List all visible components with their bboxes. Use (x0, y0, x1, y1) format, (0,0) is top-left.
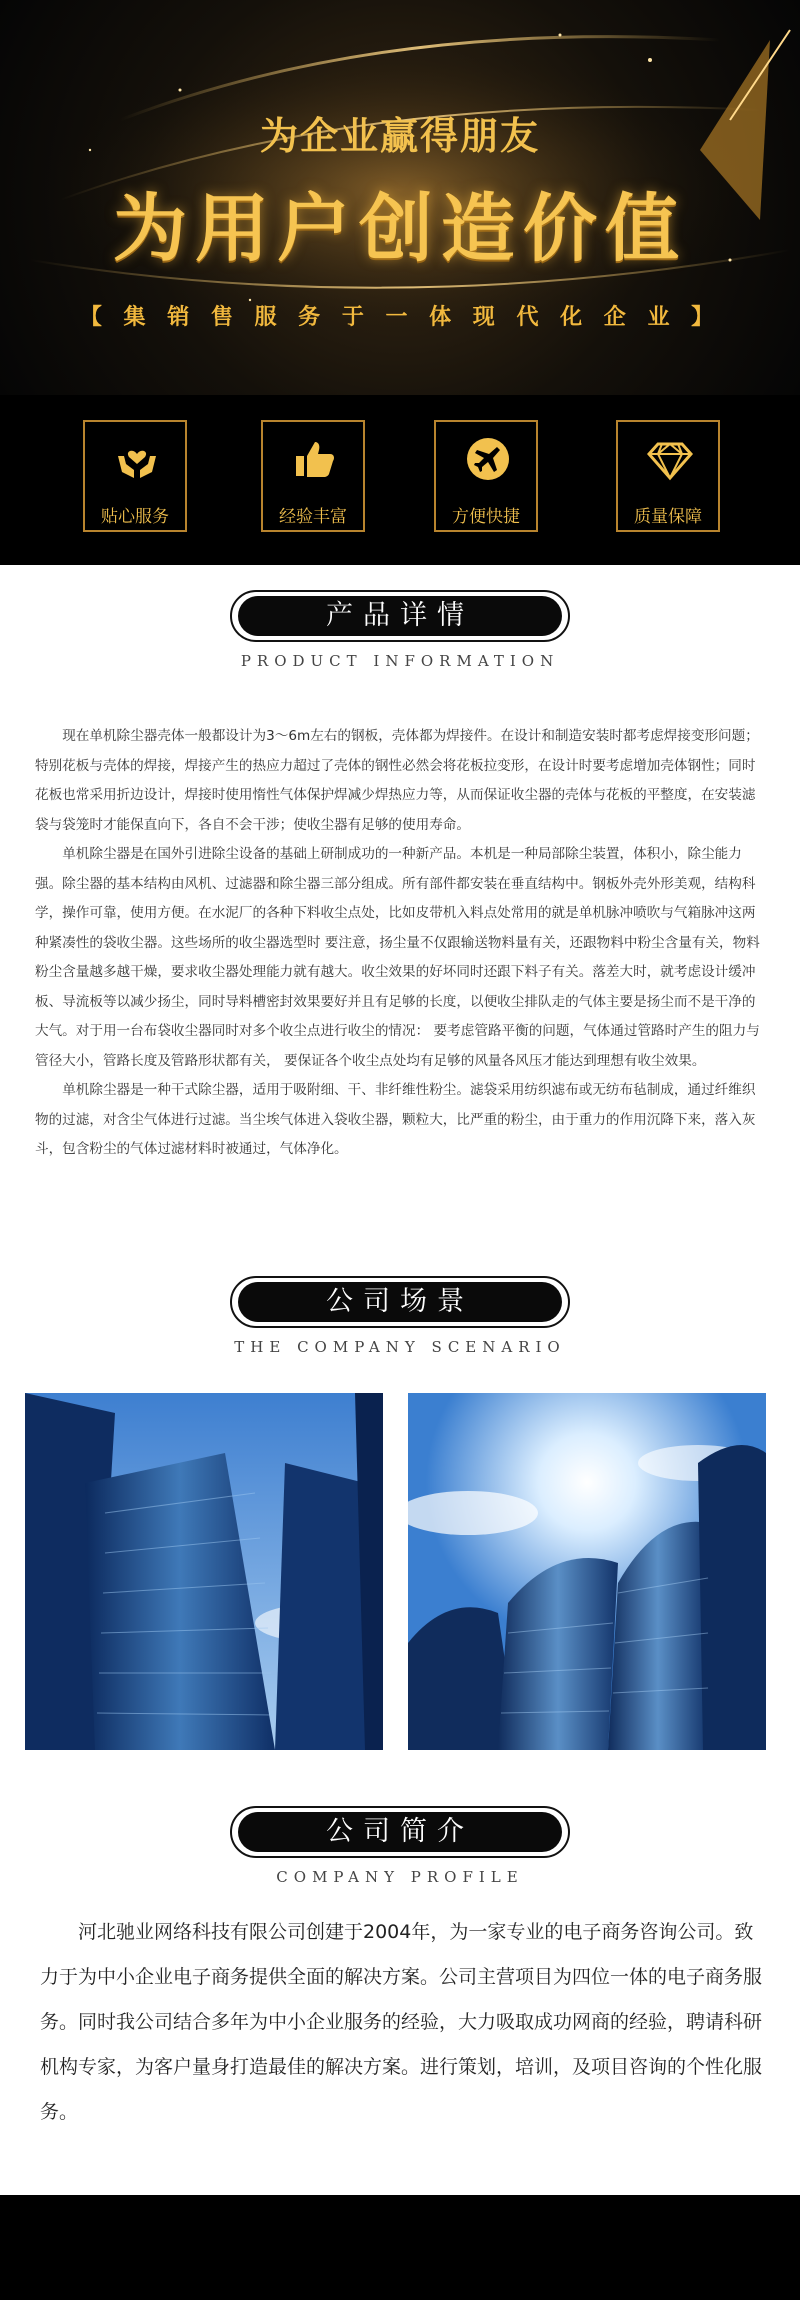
feature-label: 经验丰富 (279, 507, 347, 527)
feature-list (0, 420, 800, 540)
product-description (35, 722, 765, 1165)
diamond-icon (645, 434, 695, 484)
heart-hands-icon (112, 434, 162, 484)
hero-tagline: 为企业赢得朋友 (259, 114, 540, 158)
product-paragraph: 单机除尘器是在国外引进除尘设备的基础上研制成功的一种新产品。本机是一种局部除尘装置，体积小，除尘能力强。除尘器的基本结构由风机、过滤器和除尘器三部分组成。所有部件都安装在垂直结构中。钢板外壳外形美观，结构科学，操作可靠，使用方便。在水泥厂的各种下料收尘点处，比如皮带机入料点处常用的就是单机脉冲喷吹与气箱脉冲这两种紧凑性的袋收尘器。这些场所的收尘器选型时 要注意，扬尘量不仅跟输送物料量有关，还跟物料中粉尘含量有关，物料粉尘含量越多越干燥，要求收尘器处理能力就有越大。收尘效果的好坏同时还跟下料子有关。落差大时，就考虑设计缓冲板、导流板等以减少扬尘，同时导料槽密封效果要好并且有足够的长度，以便收尘排队走的气体主要是扬尘而不是干净的大气。对于用一台布袋收尘器同时对多个收尘点进行收尘的情况： 要考虑管路平衡的问题，气体通过管路时产生的阻力与管径大小，管路长度及管路形状都有关， 要保证各个收尘点处均有足够的风量各风压才能达到理想有收尘效果。 (35, 846, 760, 1069)
hero-subline: 【 集 销 售 服 务 于 一 体 现 代 化 企 业 】 (79, 305, 721, 330)
airplane-icon (463, 434, 513, 484)
feature-card-service (83, 420, 187, 532)
hero-headline: 为用户创造价值 (113, 186, 687, 272)
scene-image-right (408, 1393, 766, 1750)
product-paragraph: 现在单机除尘器壳体一般都设计为3～6m左右的钢板，壳体都为焊接件。在设计和制造安装时都考虑焊接变形问题；特别花板与壳体的焊接，焊接产生的热应力超过了壳体的钢性必然会将花板拉变形，在设计时要考虑增加壳体钢性；同时花板也常采用折边设计，焊接时使用惰性气体保护焊减少焊热应力等，从而保证收尘器的壳体与花板的平整度，在安装滤袋与袋笼时才能保直向下，各自不会干涉；使收尘器有足够的使用寿命。 (35, 728, 759, 833)
thumbs-up-icon (290, 434, 340, 484)
section-title-pill (230, 590, 570, 642)
section-header-product (0, 590, 800, 680)
feature-card-quality (616, 420, 720, 532)
section-title-pill (230, 1806, 570, 1858)
scene-image-left (25, 1393, 383, 1750)
hero-banner (0, 0, 800, 565)
section-title: 公司场景 (238, 1282, 562, 1322)
feature-label: 贴心服务 (101, 507, 169, 527)
footer-bar (0, 2195, 800, 2300)
feature-label: 质量保障 (634, 507, 702, 527)
section-title-pill (230, 1276, 570, 1328)
product-paragraph: 单机除尘器是一种干式除尘器，适用于吸附细、干、非纤维性粉尘。滤袋采用纺织滤布或无纺布毡制成，通过纤维织物的过滤，对含尘气体进行过滤。当尘埃气体进入袋收尘器，颗粒大，比严重的粉尘，由于重力的作用沉降下来，落入灰斗，包含粉尘的气体过滤材料时被通过，气体净化。 (35, 1082, 756, 1157)
company-profile (40, 1910, 765, 2135)
profile-paragraph: 河北驰业网络科技有限公司创建于2004年，为一家专业的电子商务咨询公司。致力于为中小企业电子商务提供全面的解决方案。公司主营项目为四位一体的电子商务服务。同时我公司结合多年为中小企业服务的经验，大力吸取成功网商的经验，聘请科研机构专家，为客户量身打造最佳的解决方案。进行策划，培训，及项目咨询的个性化服务。 (40, 1921, 763, 2123)
section-header-profile (0, 1806, 800, 1896)
section-title: 公司简介 (238, 1812, 562, 1852)
section-subtitle: THE COMPANY SCENARIO (234, 1338, 566, 1356)
feature-card-convenient (434, 420, 538, 532)
section-header-scene (0, 1276, 800, 1366)
section-subtitle: PRODUCT INFORMATION (240, 652, 560, 670)
feature-label: 方便快捷 (452, 507, 520, 527)
section-subtitle: COMPANY PROFILE (276, 1868, 524, 1886)
feature-card-experience (261, 420, 365, 532)
section-title: 产品详情 (238, 596, 562, 636)
